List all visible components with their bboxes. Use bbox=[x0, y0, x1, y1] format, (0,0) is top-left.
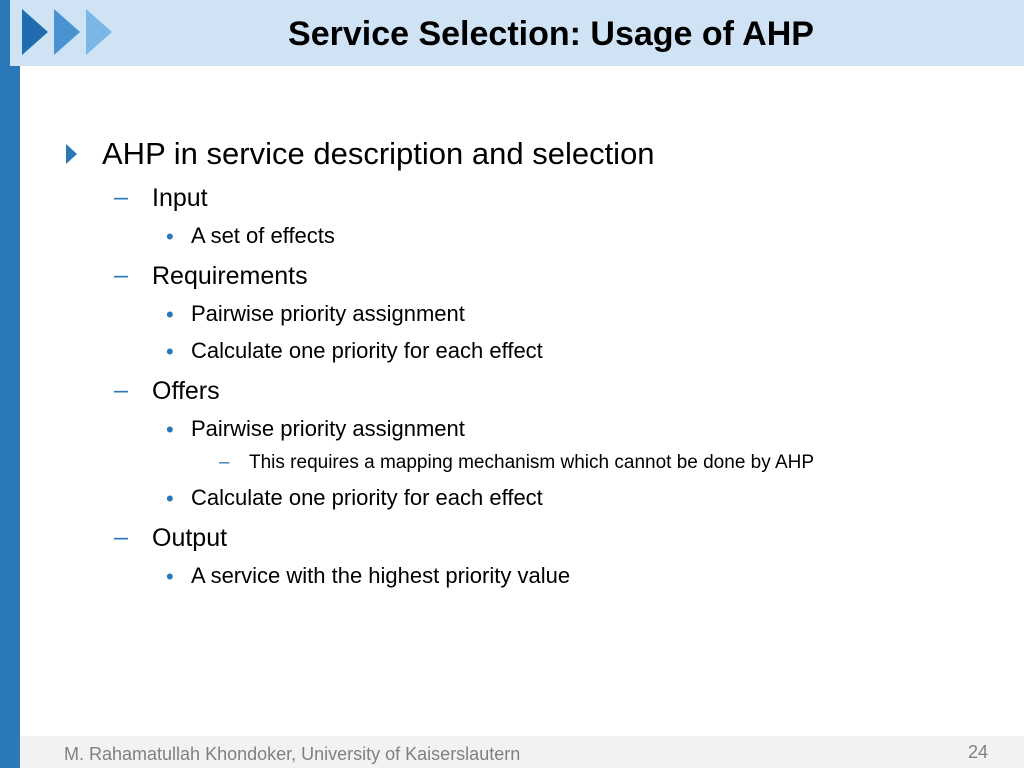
dot-marker: • bbox=[166, 339, 174, 364]
main-bullet-text: AHP in service description and selection bbox=[102, 136, 655, 171]
section-heading-output: Output bbox=[152, 524, 228, 552]
list-item: A service with the highest priority value bbox=[191, 563, 571, 588]
dash-marker: – bbox=[114, 376, 128, 404]
dot-marker: • bbox=[166, 486, 174, 511]
list-item: Calculate one priority for each effect bbox=[191, 485, 543, 510]
page-number: 24 bbox=[967, 742, 988, 762]
dash-marker: – bbox=[114, 183, 128, 211]
list-item: Pairwise priority assignment bbox=[191, 416, 465, 441]
dash-marker: – bbox=[114, 523, 128, 551]
section-heading-requirements: Requirements bbox=[152, 262, 308, 290]
list-item: Pairwise priority assignment bbox=[191, 301, 465, 326]
dot-marker: • bbox=[166, 417, 174, 442]
dot-marker: • bbox=[166, 302, 174, 327]
list-item: Calculate one priority for each effect bbox=[191, 338, 543, 363]
list-item: A set of effects bbox=[191, 223, 335, 248]
dot-marker: • bbox=[166, 564, 174, 589]
sub-list-item: This requires a mapping mechanism which cannot be done by AHP bbox=[249, 452, 815, 473]
dash-marker: – bbox=[219, 452, 230, 473]
level1-bullet-triangle-icon bbox=[66, 144, 77, 164]
dash-marker: – bbox=[114, 261, 128, 289]
footer-author: M. Rahamatullah Khondoker, University of Kaiserslautern bbox=[64, 744, 521, 764]
section-heading-offers: Offers bbox=[152, 377, 220, 405]
section-heading-input: Input bbox=[152, 184, 208, 212]
dot-marker: • bbox=[166, 224, 174, 249]
slide-title: Service Selection: Usage of AHP bbox=[288, 15, 814, 53]
